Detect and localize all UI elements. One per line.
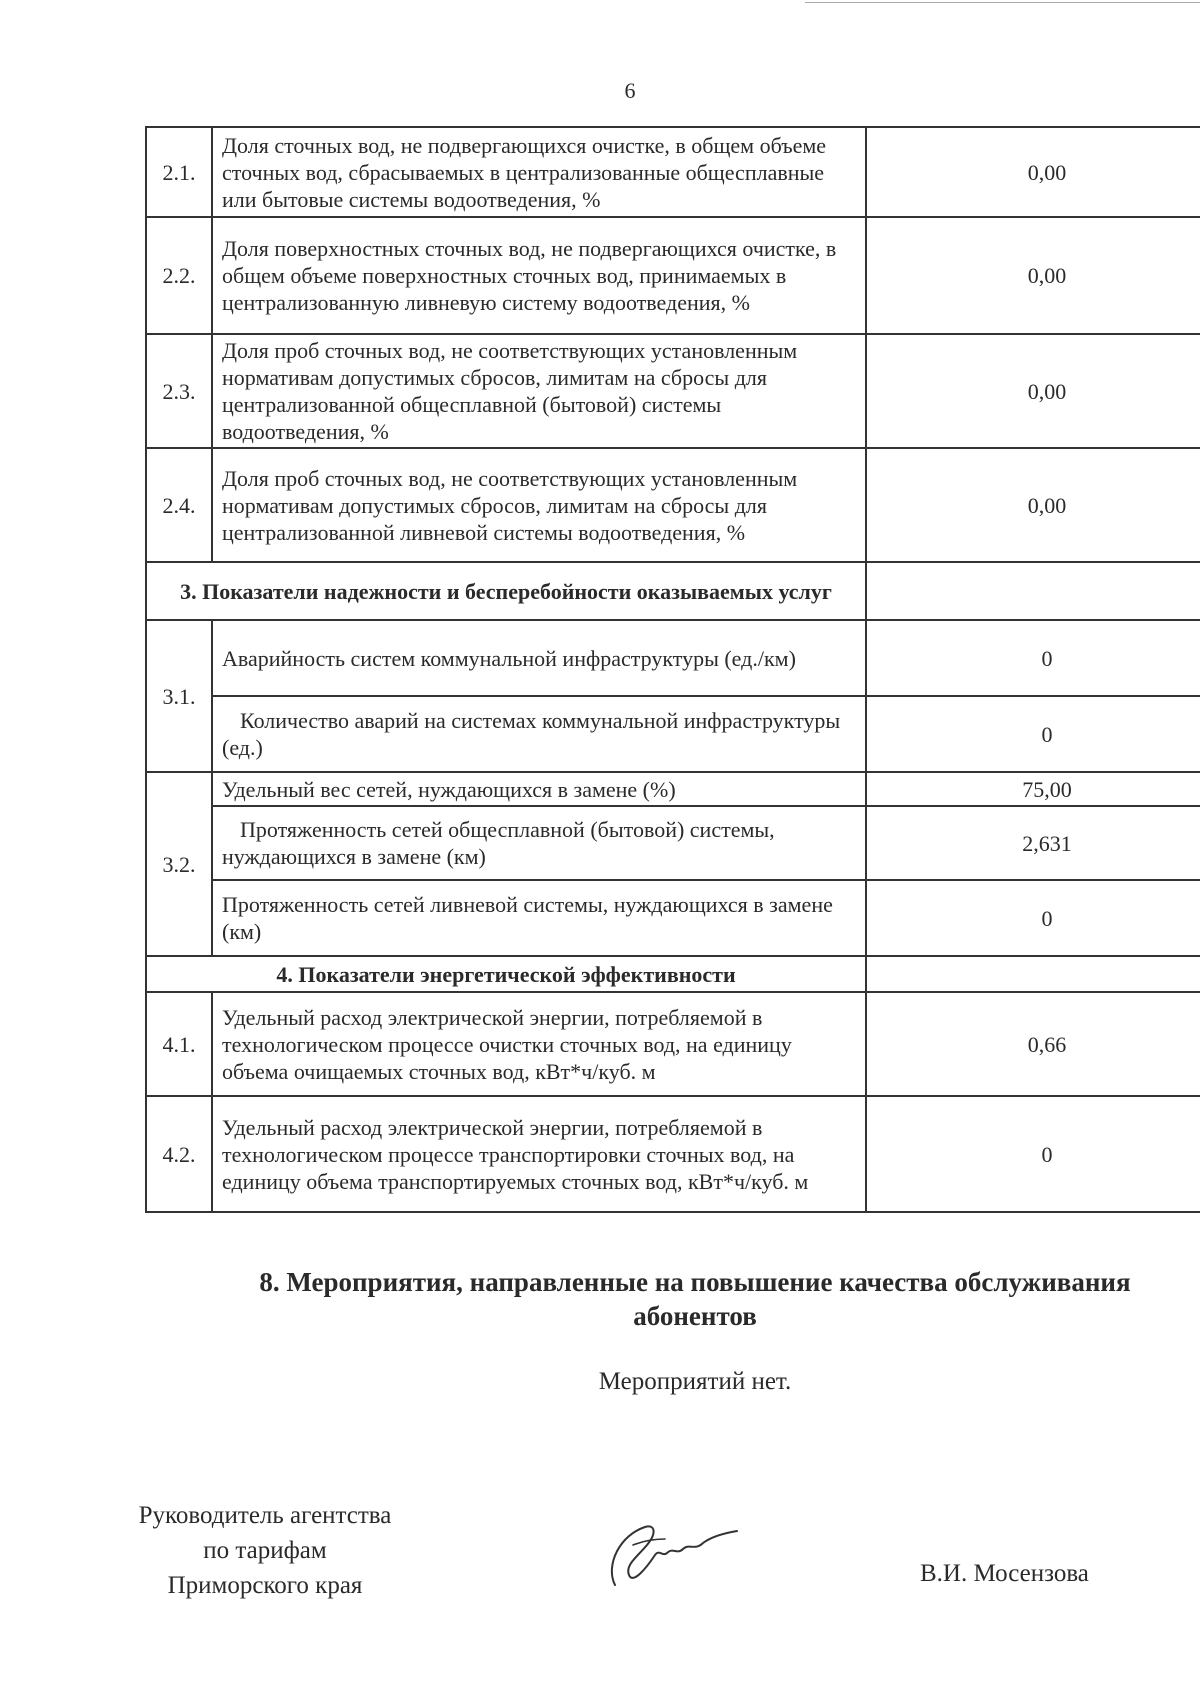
indicator-value: 75,00 [866, 772, 1200, 806]
indicator-description: Доля поверхностных сточных вод, не подвергающихся очистке, в общем объеме поверхностных сточных вод, принимаемых в централизованную ливневую систему водоотведения, % [212, 217, 866, 334]
indicator-value: 0,00 [866, 127, 1200, 217]
indicator-value: 2,631 [866, 806, 1200, 880]
row-number: 2.2. [146, 217, 212, 334]
row-number: 3.1. [146, 620, 212, 772]
indicator-description: Протяженность сетей ливневой системы, нуждающихся в замене (км) [212, 880, 866, 956]
table-row [146, 992, 1200, 1096]
indicator-description: Доля проб сточных вод, не соответствующих установленным нормативам допустимых сбросов, лимитам на сбросы для централизованной общесплавной (бытовой) системы водоотведения, % [212, 334, 866, 448]
handwritten-signature [585, 1505, 745, 1600]
row-number: 4.2. [146, 1096, 212, 1212]
indicator-description: Удельный расход электрической энергии, потребляемой в технологическом процессе транспортировки сточных вод, на единицу объема транспортируемых сточных вод, кВт*ч/куб. м [212, 1096, 866, 1212]
indicator-value: 0 [866, 696, 1200, 772]
indicator-description: Доля проб сточных вод, не соответствующих установленным нормативам допустимых сбросов, лимитам на сбросы для централизованной ливневой системы водоотведения, % [212, 448, 866, 562]
indicator-value: 0 [866, 880, 1200, 956]
table-row [146, 334, 1200, 448]
row-number: 4.1. [146, 992, 212, 1096]
table-row [146, 880, 1200, 956]
table-row [146, 806, 1200, 880]
indicator-description: Доля сточных вод, не подвергающихся очистке, в общем объеме сточных вод, сбрасываемых в централизованные общесплавные или бытовые системы водоотведения, % [212, 127, 866, 217]
indicator-description: Аварийность систем коммунальной инфраструктуры (ед./км) [212, 620, 866, 696]
section-8-title: 8. Мероприятия, направленные на повышение качества обслуживания абонентов [259, 1267, 1131, 1331]
row-number: 2.3. [146, 334, 212, 448]
indicator-value: 0,00 [866, 448, 1200, 562]
table-row [146, 127, 1200, 217]
row-number: 3.2. [146, 772, 212, 956]
indicator-value: 0,00 [866, 334, 1200, 448]
indicator-description: Протяженность сетей общесплавной (бытовой) системы, нуждающихся в замене (км) [212, 806, 866, 880]
indicator-value: 0,00 [866, 217, 1200, 334]
indicator-value: 0 [866, 1096, 1200, 1212]
section-3-title: 3. Показатели надежности и бесперебойности оказываемых услуг [146, 562, 866, 620]
table-row [146, 1096, 1200, 1212]
indicator-value: 0,66 [866, 992, 1200, 1096]
row-number: 2.1. [146, 127, 212, 217]
section-header-row [146, 562, 1200, 620]
page-number: 6 [624, 78, 636, 103]
no-measures-text: Мероприятий нет. [598, 1368, 792, 1395]
indicator-description: Удельный расход электрической энергии, потребляемой в технологическом процессе очистки сточных вод, на единицу объема очищаемых сточных вод, кВт*ч/куб. м [212, 992, 866, 1096]
section-4-title: 4. Показатели энергетической эффективности [146, 956, 866, 992]
indicator-value: 0 [866, 620, 1200, 696]
table-row [146, 772, 1200, 806]
table-row [146, 620, 1200, 696]
scan-edge-line [805, 2, 1200, 3]
signer-name: В.И. Мосензова [920, 1560, 1089, 1587]
empty-cell [866, 956, 1200, 992]
indicator-description: Количество аварий на системах коммунальной инфраструктуры (ед.) [212, 696, 866, 772]
section-header-row [146, 956, 1200, 992]
signer-position: Руководитель агентства по тарифам Приморского края [138, 1502, 392, 1599]
empty-cell [866, 562, 1200, 620]
table-row [146, 217, 1200, 334]
indicator-description: Удельный вес сетей, нуждающихся в замене (%) [212, 772, 866, 806]
table-row [146, 696, 1200, 772]
table-row [146, 448, 1200, 562]
indicators-table [145, 126, 1200, 1213]
row-number: 2.4. [146, 448, 212, 562]
